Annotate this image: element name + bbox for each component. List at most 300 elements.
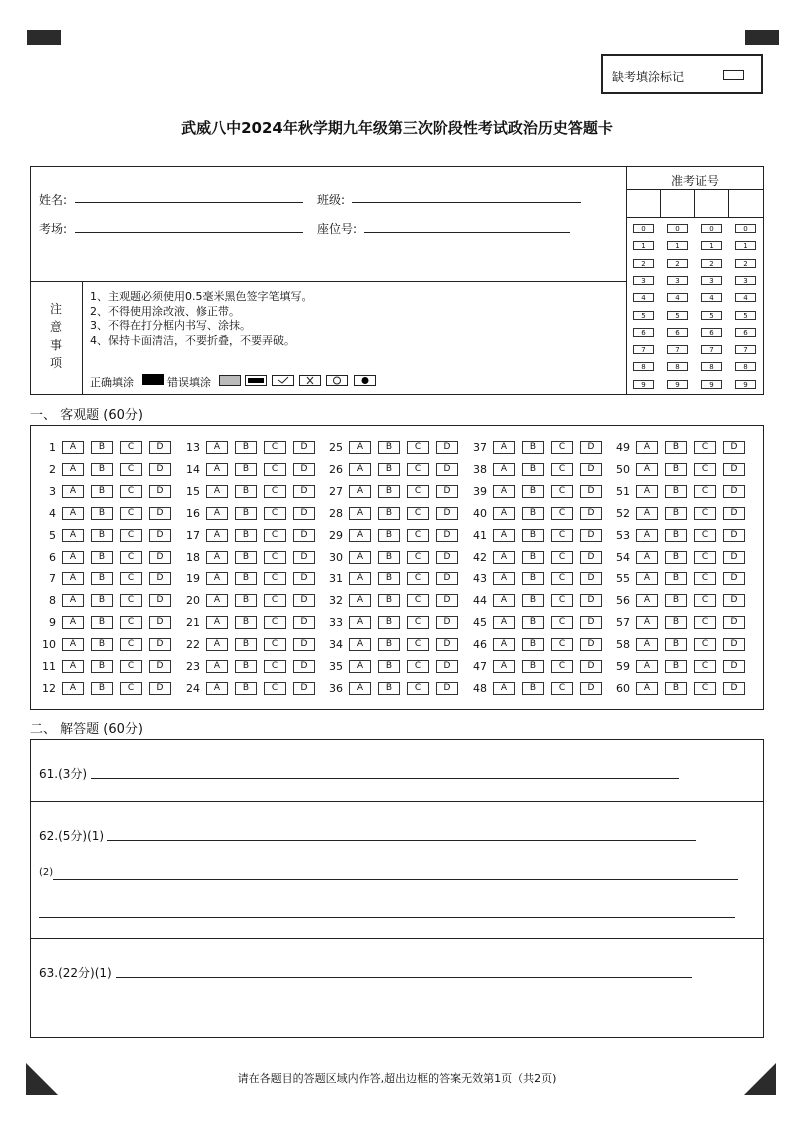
answer-bubble-a[interactable]: A — [493, 551, 515, 564]
answer-bubble-a[interactable]: A — [62, 682, 84, 695]
question-number: 5 — [49, 528, 56, 542]
answer-bubble-b[interactable]: B — [91, 572, 113, 585]
answer-bubble-a[interactable]: A — [493, 616, 515, 629]
answer-bubble-b[interactable]: B — [665, 507, 687, 520]
answer-bubble-c[interactable]: C — [264, 682, 286, 695]
answer-bubble-b[interactable]: B — [378, 463, 400, 476]
answer-bubble-c[interactable]: C — [551, 441, 573, 454]
answer-bubble-a[interactable]: A — [636, 441, 658, 454]
answer-bubble-a[interactable]: A — [349, 485, 371, 498]
answer-bubble-a[interactable]: A — [206, 638, 228, 651]
answer-bubble-b[interactable]: B — [235, 507, 257, 520]
answer-bubble-c[interactable]: C — [120, 529, 142, 542]
exam-no-bubble[interactable]: 5 — [633, 311, 654, 320]
exam-no-bubble[interactable]: 8 — [633, 362, 654, 371]
answer-bubble-a[interactable]: A — [493, 660, 515, 673]
question-number: 42 — [473, 550, 487, 564]
answer-bubble-d[interactable]: D — [436, 660, 458, 673]
answer-bubble-b[interactable]: B — [665, 529, 687, 542]
answer-bubble-b[interactable]: B — [235, 660, 257, 673]
answer-bubble-b[interactable]: B — [235, 551, 257, 564]
answer-bubble-b[interactable]: B — [91, 682, 113, 695]
answer-bubble-b[interactable]: B — [665, 463, 687, 476]
answer-bubble-a[interactable]: A — [349, 441, 371, 454]
answer-bubble-a[interactable]: A — [349, 572, 371, 585]
answer-bubble-a[interactable]: A — [636, 594, 658, 607]
answer-bubble-c[interactable]: C — [264, 463, 286, 476]
exam-no-bubble[interactable]: 9 — [667, 380, 688, 389]
answer-bubble-c[interactable]: C — [264, 616, 286, 629]
answer-bubble-d[interactable]: D — [293, 441, 315, 454]
answer-bubble-b[interactable]: B — [665, 572, 687, 585]
answer-bubble-a[interactable]: A — [349, 682, 371, 695]
answer-bubble-d[interactable]: D — [149, 660, 171, 673]
exam-no-bubble[interactable]: 7 — [735, 345, 756, 354]
exam-no-bubble[interactable]: 3 — [633, 276, 654, 285]
answer-bubble-a[interactable]: A — [62, 529, 84, 542]
answer-bubble-c[interactable]: C — [407, 572, 429, 585]
answer-bubble-b[interactable]: B — [91, 594, 113, 607]
answer-bubble-c[interactable]: C — [407, 485, 429, 498]
answer-bubble-d[interactable]: D — [723, 572, 745, 585]
answer-bubble-b[interactable]: B — [522, 682, 544, 695]
answer-bubble-c[interactable]: C — [694, 507, 716, 520]
exam-no-bubble[interactable]: 2 — [633, 259, 654, 268]
answer-bubble-c[interactable]: C — [407, 638, 429, 651]
answer-bubble-a[interactable]: A — [349, 616, 371, 629]
answer-bubble-c[interactable]: C — [551, 616, 573, 629]
answer-bubble-d[interactable]: D — [723, 485, 745, 498]
answer-bubble-c[interactable]: C — [551, 572, 573, 585]
exam-no-bubble[interactable]: 3 — [701, 276, 722, 285]
q62-answer-line-2[interactable] — [53, 879, 738, 880]
answer-bubble-c[interactable]: C — [694, 638, 716, 651]
answer-bubble-a[interactable]: A — [493, 682, 515, 695]
answer-bubble-a[interactable]: A — [636, 507, 658, 520]
exam-no-bubble[interactable]: 4 — [735, 293, 756, 302]
answer-bubble-a[interactable]: A — [349, 594, 371, 607]
exam-no-bubble[interactable]: 1 — [701, 241, 722, 250]
answer-bubble-c[interactable]: C — [407, 529, 429, 542]
answer-bubble-d[interactable]: D — [723, 616, 745, 629]
answer-bubble-d[interactable]: D — [436, 485, 458, 498]
answer-bubble-a[interactable]: A — [206, 485, 228, 498]
answer-bubble-d[interactable]: D — [723, 638, 745, 651]
answer-bubble-a[interactable]: A — [636, 529, 658, 542]
exam-no-bubble[interactable]: 7 — [667, 345, 688, 354]
answer-bubble-b[interactable]: B — [378, 485, 400, 498]
answer-bubble-b[interactable]: B — [91, 485, 113, 498]
q62-answer-line-3[interactable] — [39, 917, 735, 918]
answer-bubble-c[interactable]: C — [407, 594, 429, 607]
answer-bubble-d[interactable]: D — [723, 507, 745, 520]
answer-bubble-b[interactable]: B — [522, 507, 544, 520]
answer-bubble-c[interactable]: C — [694, 572, 716, 585]
answer-bubble-d[interactable]: D — [293, 463, 315, 476]
answer-bubble-b[interactable]: B — [522, 594, 544, 607]
notice-item: 2、不得使用涂改液、修正带。 — [90, 304, 240, 318]
answer-bubble-c[interactable]: C — [407, 616, 429, 629]
answer-bubble-a[interactable]: A — [493, 441, 515, 454]
answer-bubble-b[interactable]: B — [235, 594, 257, 607]
answer-bubble-c[interactable]: C — [694, 441, 716, 454]
answer-bubble-c[interactable]: C — [694, 551, 716, 564]
answer-bubble-d[interactable]: D — [580, 616, 602, 629]
answer-bubble-b[interactable]: B — [665, 638, 687, 651]
answer-bubble-d[interactable]: D — [723, 660, 745, 673]
answer-bubble-d[interactable]: D — [580, 551, 602, 564]
answer-bubble-c[interactable]: C — [120, 551, 142, 564]
answer-bubble-a[interactable]: A — [636, 660, 658, 673]
answer-bubble-a[interactable]: A — [206, 463, 228, 476]
answer-bubble-c[interactable]: C — [120, 507, 142, 520]
answer-bubble-c[interactable]: C — [551, 551, 573, 564]
exam-no-bubble[interactable]: 4 — [701, 293, 722, 302]
answer-bubble-a[interactable]: A — [206, 529, 228, 542]
question-number: 7 — [49, 572, 56, 586]
answer-bubble-b[interactable]: B — [665, 660, 687, 673]
answer-bubble-c[interactable]: C — [407, 551, 429, 564]
exam-no-bubble[interactable]: 2 — [701, 259, 722, 268]
exam-no-bubble[interactable]: 0 — [633, 224, 654, 233]
answer-bubble-b[interactable]: B — [378, 551, 400, 564]
answer-bubble-a[interactable]: A — [493, 485, 515, 498]
question-number: 25 — [329, 441, 343, 454]
answer-bubble-d[interactable]: D — [149, 551, 171, 564]
answer-bubble-d[interactable]: D — [436, 463, 458, 476]
answer-bubble-c[interactable]: C — [407, 660, 429, 673]
answer-bubble-b[interactable]: B — [522, 529, 544, 542]
answer-bubble-d[interactable]: D — [149, 616, 171, 629]
absent-mark-bubble[interactable] — [723, 70, 744, 80]
answer-bubble-d[interactable]: D — [580, 507, 602, 520]
answer-bubble-a[interactable]: A — [62, 463, 84, 476]
answer-bubble-c[interactable]: C — [407, 682, 429, 695]
answer-bubble-b[interactable]: B — [378, 638, 400, 651]
answer-bubble-d[interactable]: D — [580, 441, 602, 454]
answer-bubble-c[interactable]: C — [407, 463, 429, 476]
answer-bubble-b[interactable]: B — [522, 616, 544, 629]
answer-bubble-c[interactable]: C — [120, 463, 142, 476]
answer-bubble-b[interactable]: B — [522, 441, 544, 454]
q61-answer-line[interactable] — [91, 778, 679, 779]
answer-bubble-b[interactable]: B — [378, 616, 400, 629]
answer-bubble-a[interactable]: A — [62, 485, 84, 498]
answer-bubble-d[interactable]: D — [293, 551, 315, 564]
answer-bubble-b[interactable]: B — [378, 572, 400, 585]
exam-no-bubble[interactable]: 2 — [667, 259, 688, 268]
answer-bubble-a[interactable]: A — [62, 551, 84, 564]
answer-bubble-a[interactable]: A — [636, 638, 658, 651]
answer-bubble-b[interactable]: B — [235, 485, 257, 498]
answer-bubble-c[interactable]: C — [120, 441, 142, 454]
answer-bubble-b[interactable]: B — [91, 660, 113, 673]
answer-bubble-b[interactable]: B — [91, 507, 113, 520]
answer-bubble-d[interactable]: D — [149, 463, 171, 476]
answer-bubble-c[interactable]: C — [407, 507, 429, 520]
answer-bubble-d[interactable]: D — [149, 441, 171, 454]
answer-bubble-c[interactable]: C — [551, 682, 573, 695]
exam-no-bubble[interactable]: 0 — [735, 224, 756, 233]
answer-bubble-a[interactable]: A — [206, 594, 228, 607]
answer-bubble-c[interactable]: C — [120, 485, 142, 498]
exam-no-bubble[interactable]: 4 — [667, 293, 688, 302]
exam-no-bubble[interactable]: 5 — [667, 311, 688, 320]
answer-bubble-a[interactable]: A — [636, 616, 658, 629]
answer-bubble-c[interactable]: C — [551, 594, 573, 607]
exam-no-bubble[interactable]: 0 — [667, 224, 688, 233]
answer-bubble-c[interactable]: C — [120, 616, 142, 629]
exam-no-bubble[interactable]: 1 — [633, 241, 654, 250]
exam-no-bubble[interactable]: 8 — [667, 362, 688, 371]
answer-bubble-b[interactable]: B — [522, 463, 544, 476]
answer-bubble-b[interactable]: B — [665, 551, 687, 564]
answer-bubble-d[interactable]: D — [293, 660, 315, 673]
answer-bubble-b[interactable]: B — [91, 616, 113, 629]
answer-bubble-d[interactable]: D — [293, 507, 315, 520]
answer-bubble-a[interactable]: A — [62, 507, 84, 520]
answer-bubble-b[interactable]: B — [235, 572, 257, 585]
answer-bubble-a[interactable]: A — [493, 594, 515, 607]
exam-no-bubble[interactable]: 3 — [667, 276, 688, 285]
answer-bubble-d[interactable]: D — [149, 485, 171, 498]
answer-bubble-b[interactable]: B — [91, 551, 113, 564]
page-title: 武威八中2024年秋学期九年级第三次阶段性考试政治历史答题卡 — [181, 119, 613, 137]
answer-bubble-b[interactable]: B — [522, 551, 544, 564]
question-number: 51 — [616, 484, 630, 498]
answer-bubble-d[interactable]: D — [723, 463, 745, 476]
answer-bubble-c[interactable]: C — [264, 551, 286, 564]
answer-bubble-a[interactable]: A — [636, 463, 658, 476]
answer-bubble-d[interactable]: D — [580, 638, 602, 651]
answer-bubble-c[interactable]: C — [120, 594, 142, 607]
answer-bubble-c[interactable]: C — [264, 441, 286, 454]
answer-bubble-b[interactable]: B — [235, 441, 257, 454]
answer-bubble-c[interactable]: C — [120, 572, 142, 585]
answer-bubble-a[interactable]: A — [493, 463, 515, 476]
answer-bubble-b[interactable]: B — [235, 682, 257, 695]
answer-bubble-d[interactable]: D — [436, 638, 458, 651]
answer-bubble-b[interactable]: B — [665, 441, 687, 454]
answer-bubble-c[interactable]: C — [694, 529, 716, 542]
answer-bubble-c[interactable]: C — [264, 507, 286, 520]
answer-bubble-c[interactable]: C — [264, 529, 286, 542]
answer-bubble-a[interactable]: A — [493, 529, 515, 542]
answer-bubble-a[interactable]: A — [206, 616, 228, 629]
exam-no-bubble[interactable]: 7 — [633, 345, 654, 354]
exam-no-bubble[interactable]: 5 — [735, 311, 756, 320]
answer-bubble-b[interactable]: B — [522, 485, 544, 498]
answer-bubble-a[interactable]: A — [62, 660, 84, 673]
class-field[interactable] — [352, 202, 581, 203]
answer-bubble-a[interactable]: A — [206, 660, 228, 673]
answer-bubble-d[interactable]: D — [149, 682, 171, 695]
answer-bubble-a[interactable]: A — [493, 507, 515, 520]
answer-bubble-a[interactable]: A — [493, 572, 515, 585]
q62-answer-line-1[interactable] — [107, 840, 696, 841]
answer-bubble-c[interactable]: C — [120, 638, 142, 651]
answer-bubble-a[interactable]: A — [636, 485, 658, 498]
exam-no-bubble[interactable]: 6 — [701, 328, 722, 337]
answer-bubble-a[interactable]: A — [206, 507, 228, 520]
exam-no-bubble[interactable]: 6 — [667, 328, 688, 337]
answer-bubble-a[interactable]: A — [62, 594, 84, 607]
answer-bubble-a[interactable]: A — [62, 441, 84, 454]
exam-no-bubble[interactable]: 9 — [633, 380, 654, 389]
exam-no-bubble[interactable]: 2 — [735, 259, 756, 268]
answer-bubble-c[interactable]: C — [551, 529, 573, 542]
answer-bubble-d[interactable]: D — [293, 638, 315, 651]
answer-bubble-c[interactable]: C — [264, 660, 286, 673]
answer-bubble-d[interactable]: D — [580, 572, 602, 585]
answer-bubble-d[interactable]: D — [149, 594, 171, 607]
answer-bubble-c[interactable]: C — [264, 594, 286, 607]
answer-bubble-c[interactable]: C — [407, 441, 429, 454]
answer-bubble-d[interactable]: D — [293, 594, 315, 607]
answer-bubble-d[interactable]: D — [580, 594, 602, 607]
answer-bubble-b[interactable]: B — [665, 485, 687, 498]
exam-no-bubble[interactable]: 5 — [701, 311, 722, 320]
answer-bubble-b[interactable]: B — [522, 660, 544, 673]
answer-bubble-a[interactable]: A — [349, 551, 371, 564]
answer-bubble-d[interactable]: D — [436, 572, 458, 585]
answer-bubble-d[interactable]: D — [436, 529, 458, 542]
answer-bubble-a[interactable]: A — [636, 551, 658, 564]
answer-bubble-b[interactable]: B — [235, 616, 257, 629]
answer-bubble-d[interactable]: D — [149, 529, 171, 542]
answer-bubble-b[interactable]: B — [665, 594, 687, 607]
answer-bubble-d[interactable]: D — [723, 551, 745, 564]
answer-bubble-a[interactable]: A — [349, 660, 371, 673]
answer-bubble-d[interactable]: D — [149, 507, 171, 520]
exam-no-bubble[interactable]: 4 — [633, 293, 654, 302]
answer-bubble-c[interactable]: C — [551, 463, 573, 476]
answer-bubble-b[interactable]: B — [91, 441, 113, 454]
answer-bubble-b[interactable]: B — [378, 682, 400, 695]
answer-bubble-d[interactable]: D — [293, 616, 315, 629]
exam-no-bubble[interactable]: 1 — [667, 241, 688, 250]
answer-bubble-d[interactable]: D — [723, 529, 745, 542]
answer-bubble-d[interactable]: D — [580, 660, 602, 673]
answer-bubble-b[interactable]: B — [91, 529, 113, 542]
answer-bubble-d[interactable]: D — [436, 441, 458, 454]
question-number: 57 — [616, 616, 630, 630]
answer-bubble-a[interactable]: A — [493, 638, 515, 651]
answer-bubble-d[interactable]: D — [723, 441, 745, 454]
answer-bubble-d[interactable]: D — [293, 529, 315, 542]
answer-bubble-d[interactable]: D — [436, 507, 458, 520]
answer-bubble-b[interactable]: B — [378, 529, 400, 542]
answer-bubble-d[interactable]: D — [580, 529, 602, 542]
answer-bubble-d[interactable]: D — [436, 551, 458, 564]
exam-no-bubble[interactable]: 9 — [735, 380, 756, 389]
answer-bubble-c[interactable]: C — [694, 463, 716, 476]
answer-bubble-c[interactable]: C — [551, 485, 573, 498]
answer-bubble-b[interactable]: B — [378, 594, 400, 607]
exam-no-bubble[interactable]: 6 — [735, 328, 756, 337]
room-field[interactable] — [75, 232, 303, 233]
exam-no-bubble[interactable]: 7 — [701, 345, 722, 354]
exam-no-bubble[interactable]: 9 — [701, 380, 722, 389]
exam-no-bubble[interactable]: 8 — [701, 362, 722, 371]
question-number: 21 — [186, 616, 200, 630]
answer-bubble-b[interactable]: B — [378, 441, 400, 454]
answer-bubble-c[interactable]: C — [694, 594, 716, 607]
exam-no-bubble[interactable]: 8 — [735, 362, 756, 371]
answer-bubble-d[interactable]: D — [436, 616, 458, 629]
answer-bubble-d[interactable]: D — [149, 638, 171, 651]
answer-bubble-a[interactable]: A — [636, 682, 658, 695]
answer-bubble-c[interactable]: C — [120, 660, 142, 673]
answer-bubble-c[interactable]: C — [694, 660, 716, 673]
answer-bubble-a[interactable]: A — [62, 638, 84, 651]
answer-bubble-b[interactable]: B — [522, 572, 544, 585]
answer-bubble-a[interactable]: A — [206, 551, 228, 564]
answer-bubble-d[interactable]: D — [580, 485, 602, 498]
answer-bubble-c[interactable]: C — [694, 682, 716, 695]
answer-bubble-a[interactable]: A — [636, 572, 658, 585]
answer-bubble-c[interactable]: C — [551, 507, 573, 520]
answer-bubble-a[interactable]: A — [62, 616, 84, 629]
answer-bubble-b[interactable]: B — [378, 507, 400, 520]
answer-bubble-d[interactable]: D — [723, 682, 745, 695]
answer-bubble-d[interactable]: D — [149, 572, 171, 585]
answer-bubble-b[interactable]: B — [235, 463, 257, 476]
answer-bubble-a[interactable]: A — [206, 441, 228, 454]
exam-no-bubble[interactable]: 6 — [633, 328, 654, 337]
answer-bubble-a[interactable]: A — [349, 638, 371, 651]
notice-list — [90, 290, 313, 348]
answer-bubble-b[interactable]: B — [91, 638, 113, 651]
q63-answer-line[interactable] — [116, 977, 692, 978]
answer-bubble-b[interactable]: B — [378, 660, 400, 673]
answer-bubble-c[interactable]: C — [551, 638, 573, 651]
answer-bubble-d[interactable]: D — [580, 463, 602, 476]
answer-bubble-d[interactable]: D — [293, 682, 315, 695]
answer-bubble-a[interactable]: A — [349, 463, 371, 476]
answer-bubble-d[interactable]: D — [436, 594, 458, 607]
answer-bubble-b[interactable]: B — [665, 616, 687, 629]
answer-bubble-d[interactable]: D — [293, 485, 315, 498]
answer-bubble-b[interactable]: B — [522, 638, 544, 651]
answer-bubble-c[interactable]: C — [551, 660, 573, 673]
answer-bubble-d[interactable]: D — [723, 594, 745, 607]
answer-bubble-c[interactable]: C — [264, 638, 286, 651]
answer-bubble-d[interactable]: D — [436, 682, 458, 695]
answer-bubble-d[interactable]: D — [293, 572, 315, 585]
answer-bubble-a[interactable]: A — [206, 572, 228, 585]
answer-bubble-c[interactable]: C — [264, 485, 286, 498]
answer-bubble-a[interactable]: A — [349, 529, 371, 542]
exam-no-bubble[interactable]: 0 — [701, 224, 722, 233]
answer-bubble-a[interactable]: A — [62, 572, 84, 585]
answer-bubble-b[interactable]: B — [665, 682, 687, 695]
answer-bubble-c[interactable]: C — [694, 616, 716, 629]
answer-bubble-b[interactable]: B — [235, 638, 257, 651]
answer-bubble-a[interactable]: A — [349, 507, 371, 520]
answer-bubble-a[interactable]: A — [206, 682, 228, 695]
seat-field[interactable] — [364, 232, 570, 233]
name-field[interactable] — [75, 202, 303, 203]
answer-bubble-c[interactable]: C — [120, 682, 142, 695]
answer-bubble-b[interactable]: B — [235, 529, 257, 542]
answer-bubble-b[interactable]: B — [91, 463, 113, 476]
exam-no-bubble[interactable]: 3 — [735, 276, 756, 285]
answer-bubble-c[interactable]: C — [694, 485, 716, 498]
answer-bubble-c[interactable]: C — [264, 572, 286, 585]
exam-no-bubble[interactable]: 1 — [735, 241, 756, 250]
answer-bubble-d[interactable]: D — [580, 682, 602, 695]
